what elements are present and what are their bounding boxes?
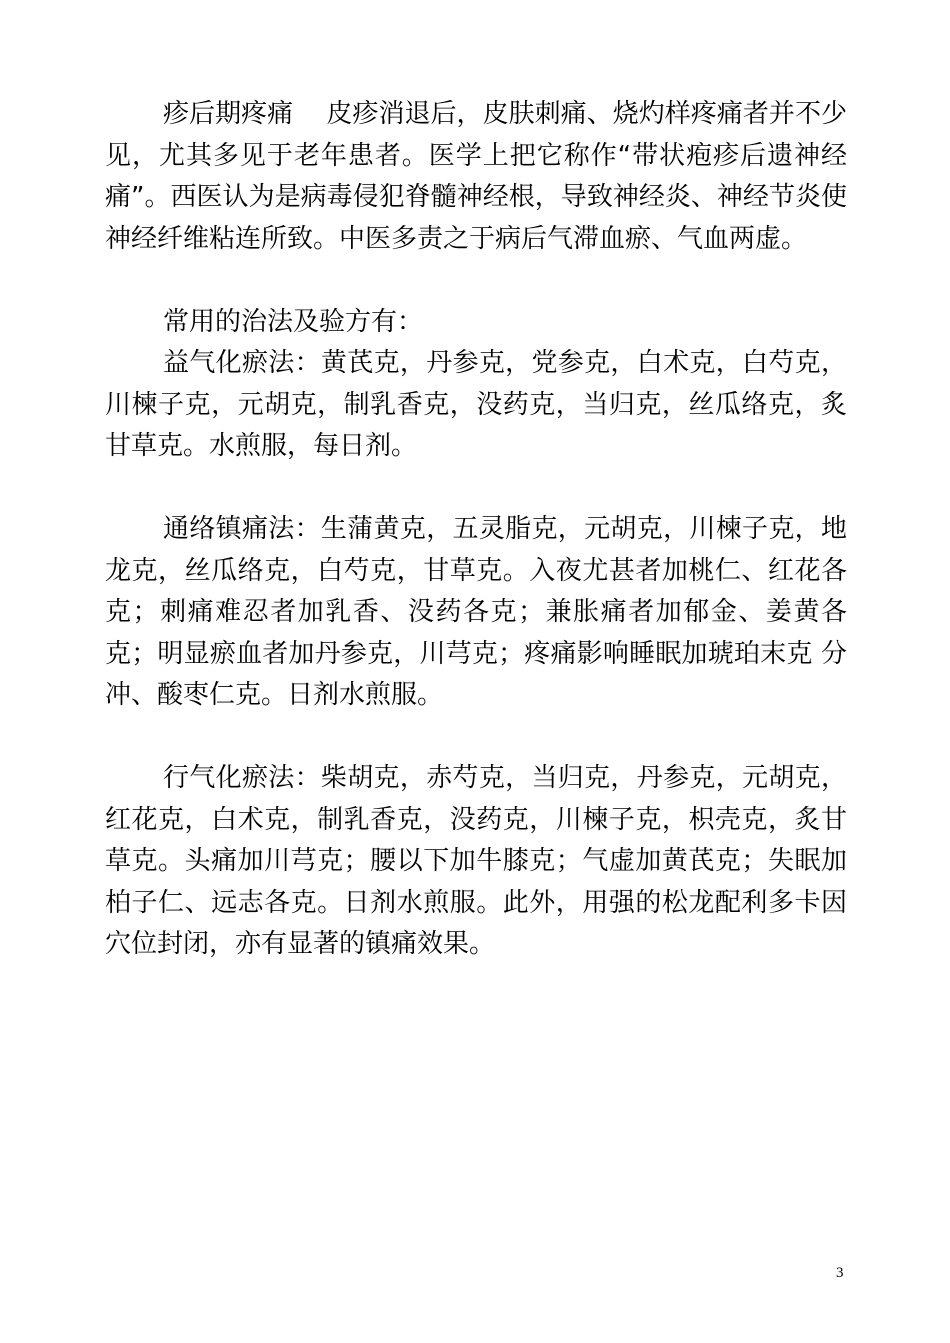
blank-line — [105, 717, 847, 759]
paragraph — [105, 94, 847, 260]
paragraph — [105, 509, 847, 717]
paragraph-heading: 益气化瘀法： — [163, 348, 321, 378]
blank-line — [105, 468, 847, 510]
page-number: 3 — [836, 1265, 844, 1281]
paragraph-heading: 疹后期疼痛 — [163, 99, 294, 129]
paragraph: 常用的治法及验方有： — [163, 306, 424, 337]
paragraph-text: 黄芪克，丹参克，党参克，白术克，白芍克，川楝子克，元胡克，制乳香克，没药克，当归克，丝瓜络克，炙甘草克。水煎服，每日剂。 — [105, 348, 847, 461]
paragraph — [105, 758, 847, 966]
paragraph-text: 柴胡克，赤芍克，当归克，丹参克，元胡克，红花克，白术克，制乳香克，没药克，川楝子克，枳壳克，炙甘草克。头痛加川芎克；腰以下加牛膝克；气虚加黄芪克；失眠加柏子仁、远志各克。日剂水煎服。此外，用强的松龙配利多卡因穴位封闭，亦有显著的镇痛效果。 — [105, 763, 847, 959]
blank-line — [105, 260, 847, 302]
paragraph-heading: 行气化瘀法： — [163, 763, 321, 793]
document-body — [105, 94, 847, 966]
paragraph-text: 皮疹消退后，皮肤刺痛、烧灼样疼痛者并不少见，尤其多见于老年患者。医学上把它称作“带状疱疹后遗神经痛”。西医认为是病毒侵犯脊髓神经根，导致神经炎、神经节炎使神经纤维粘连所致。中医多责之于病后气滞血瘀、气血两虚。 — [105, 99, 847, 254]
paragraph-heading: 通络镇痛法： — [163, 514, 321, 544]
paragraph-text: 生蒲黄克，五灵脂克，元胡克，川楝子克，地龙克，丝瓜络克，白芍克，甘草克。入夜尤甚者加桃仁、红花各克；刺痛难忍者加乳香、没药各克；兼胀痛者加郁金、姜黄各克；明显瘀血者加丹参克，川芎克；疼痛影响睡眠加琥珀末克 分冲、酸枣仁克。日剂水煎服。 — [105, 514, 847, 710]
paragraph — [105, 343, 847, 468]
